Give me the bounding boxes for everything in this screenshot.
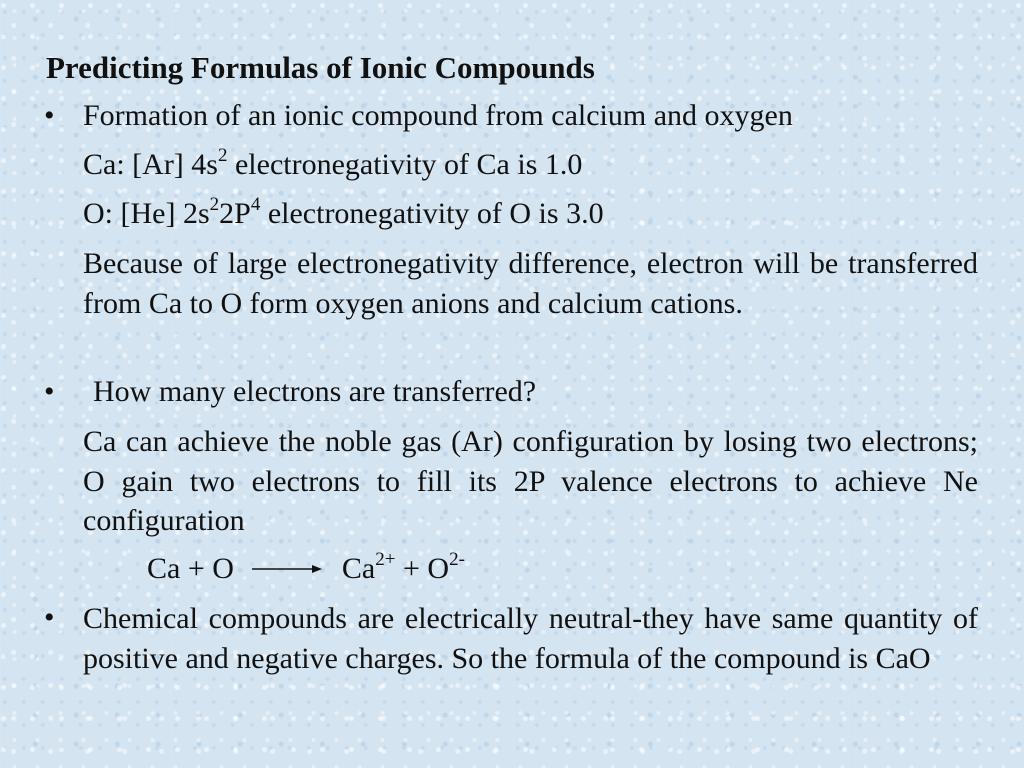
reaction-equation: [147, 550, 465, 588]
o-config-superscript-2: 4: [250, 194, 261, 215]
ca-ion-charge: 2+: [375, 549, 396, 570]
equation-plus-o: + O: [395, 552, 450, 585]
bullet-2-answer: Ca can achieve the noble gas (Ar) configuration by losing two electrons; O gain two electrons to fill its 2P valence electrons to achieve Ne configuration: [83, 425, 978, 537]
slide-title: Predicting Formulas of Ionic Compounds: [46, 50, 595, 85]
equation-product-ca: Ca: [341, 552, 376, 585]
o-electronegativity: electronegativity of O is 3.0: [260, 197, 604, 230]
bullet-marker-3: •: [44, 601, 55, 634]
calcium-configuration: [83, 146, 582, 184]
bullet-marker-1: •: [44, 99, 55, 132]
bullet-2-question: How many electrons are transferred?: [93, 375, 537, 408]
o-config-mid: 2P: [219, 197, 251, 230]
oxygen-configuration: [83, 195, 604, 233]
ca-config-prefix: Ca: [Ar] 4s: [83, 148, 218, 181]
ca-electronegativity: electronegativity of Ca is 1.0: [227, 148, 583, 181]
ca-config-superscript: 2: [217, 145, 228, 166]
bullet-1-text: Formation of an ionic compound from calcium and oxygen: [83, 99, 793, 132]
reaction-arrow-icon: [252, 562, 322, 576]
o-config-superscript-1: 2: [209, 194, 220, 215]
o-config-prefix: O: [He] 2s: [83, 197, 210, 230]
equation-reactants: Ca + O: [147, 552, 234, 585]
electron-transfer-explanation: Because of large electronegativity difference, electron will be transferred from Ca to O form oxygen anions and calcium cations.: [83, 247, 978, 320]
bullet-3-text: Chemical compounds are electrically neutral-they have same quantity of positive and negative charges. So the formula of the compound is CaO: [83, 602, 978, 675]
o-ion-charge: 2-: [449, 549, 465, 570]
bullet-marker-2: •: [44, 375, 55, 408]
